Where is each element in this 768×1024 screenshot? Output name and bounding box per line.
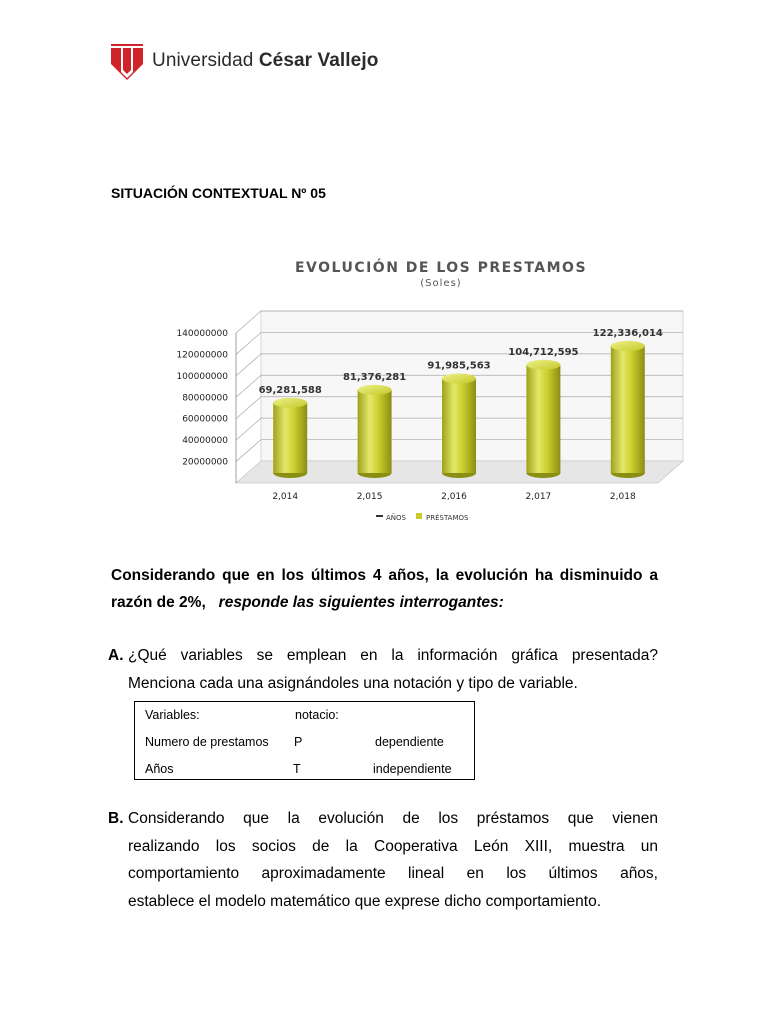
plot-area [176, 311, 683, 502]
y-tick-label: 20000000 [182, 457, 228, 468]
question-b-line-3: comportamiento aproximadamente lineal en los últimos años, [128, 865, 658, 882]
bar-top [273, 398, 307, 408]
table-row-2-type: independiente [373, 762, 452, 776]
x-tick-label: 2,014 [272, 492, 299, 502]
question-b [108, 805, 658, 915]
table-row-2-variable: Años [145, 762, 174, 776]
bar-top [611, 341, 645, 351]
question-b-letter: B. [108, 810, 124, 827]
table-row-1-variable: Numero de prestamos [145, 735, 269, 749]
question-a-line-1: ¿Qué variables se emplean en la información gráfica presentada? [128, 647, 658, 664]
question-a-letter: A. [108, 647, 124, 664]
y-tick-label: 80000000 [182, 393, 228, 404]
bar-top [526, 360, 560, 370]
y-tick-label: 120000000 [176, 350, 228, 361]
variables-table [134, 701, 475, 780]
intro-text: Considerando que en los últimos 4 años, la evolución ha disminuido a razón de 2%, [111, 567, 658, 611]
ucv-shield-icon [111, 42, 143, 80]
y-tick-label: 60000000 [182, 414, 228, 425]
chart-subtitle: (Soles) [420, 278, 462, 289]
bar-top [442, 373, 476, 383]
bar [611, 346, 645, 473]
y-tick-label: 40000000 [182, 436, 228, 447]
legend-item-years: AÑOS [386, 514, 406, 522]
bar [273, 403, 307, 473]
bar [526, 365, 560, 473]
y-tick-label: 100000000 [176, 371, 228, 382]
table-row-1-notation: P [294, 735, 303, 749]
intro-paragraph [111, 562, 658, 616]
chart-legend [376, 513, 469, 522]
data-label: 104,712,595 [508, 346, 579, 358]
intro-instruction: responde las siguientes interrogantes: [218, 594, 504, 611]
x-tick-label: 2,016 [441, 492, 467, 502]
data-label: 91,985,563 [427, 360, 491, 372]
section-title: SITUACIÓN CONTEXTUAL Nº 05 [111, 185, 326, 201]
question-b-line-4: establece el modelo matemático que exprese dicho comportamiento. [128, 892, 602, 910]
data-label: 122,336,014 [592, 327, 663, 339]
bar-top [358, 385, 392, 395]
university-logo [111, 42, 378, 80]
loans-evolution-chart [148, 245, 693, 530]
x-tick-label: 2,017 [525, 492, 552, 502]
university-name: Universidad César Vallejo [152, 50, 379, 71]
bar [442, 378, 476, 473]
table-row-1-type: dependiente [375, 735, 444, 749]
y-tick-label: 140000000 [176, 329, 228, 339]
question-b-line-2: realizando los socios de la Cooperativa León XIII, muestra un [128, 837, 658, 855]
legend-item-loans: PRÉSTAMOS [426, 514, 469, 522]
question-a-line-2: Menciona cada una asignándoles una notación y tipo de variable. [128, 674, 578, 692]
data-label: 69,281,588 [258, 384, 322, 396]
x-tick-label: 2,015 [356, 492, 383, 502]
table-row-2-notation: T [293, 762, 301, 776]
x-tick-label: 2,018 [609, 492, 636, 502]
chart-title: EVOLUCIÓN DE LOS PRESTAMOS [294, 260, 588, 276]
bar [358, 390, 392, 473]
question-b-line-1: Considerando que la evolución de los préstamos que vienen [128, 810, 658, 827]
data-label: 81,376,281 [342, 371, 407, 383]
table-header-variables: Variables: [145, 708, 200, 722]
question-a [108, 642, 658, 697]
table-header-notation: notacio: [295, 708, 339, 722]
